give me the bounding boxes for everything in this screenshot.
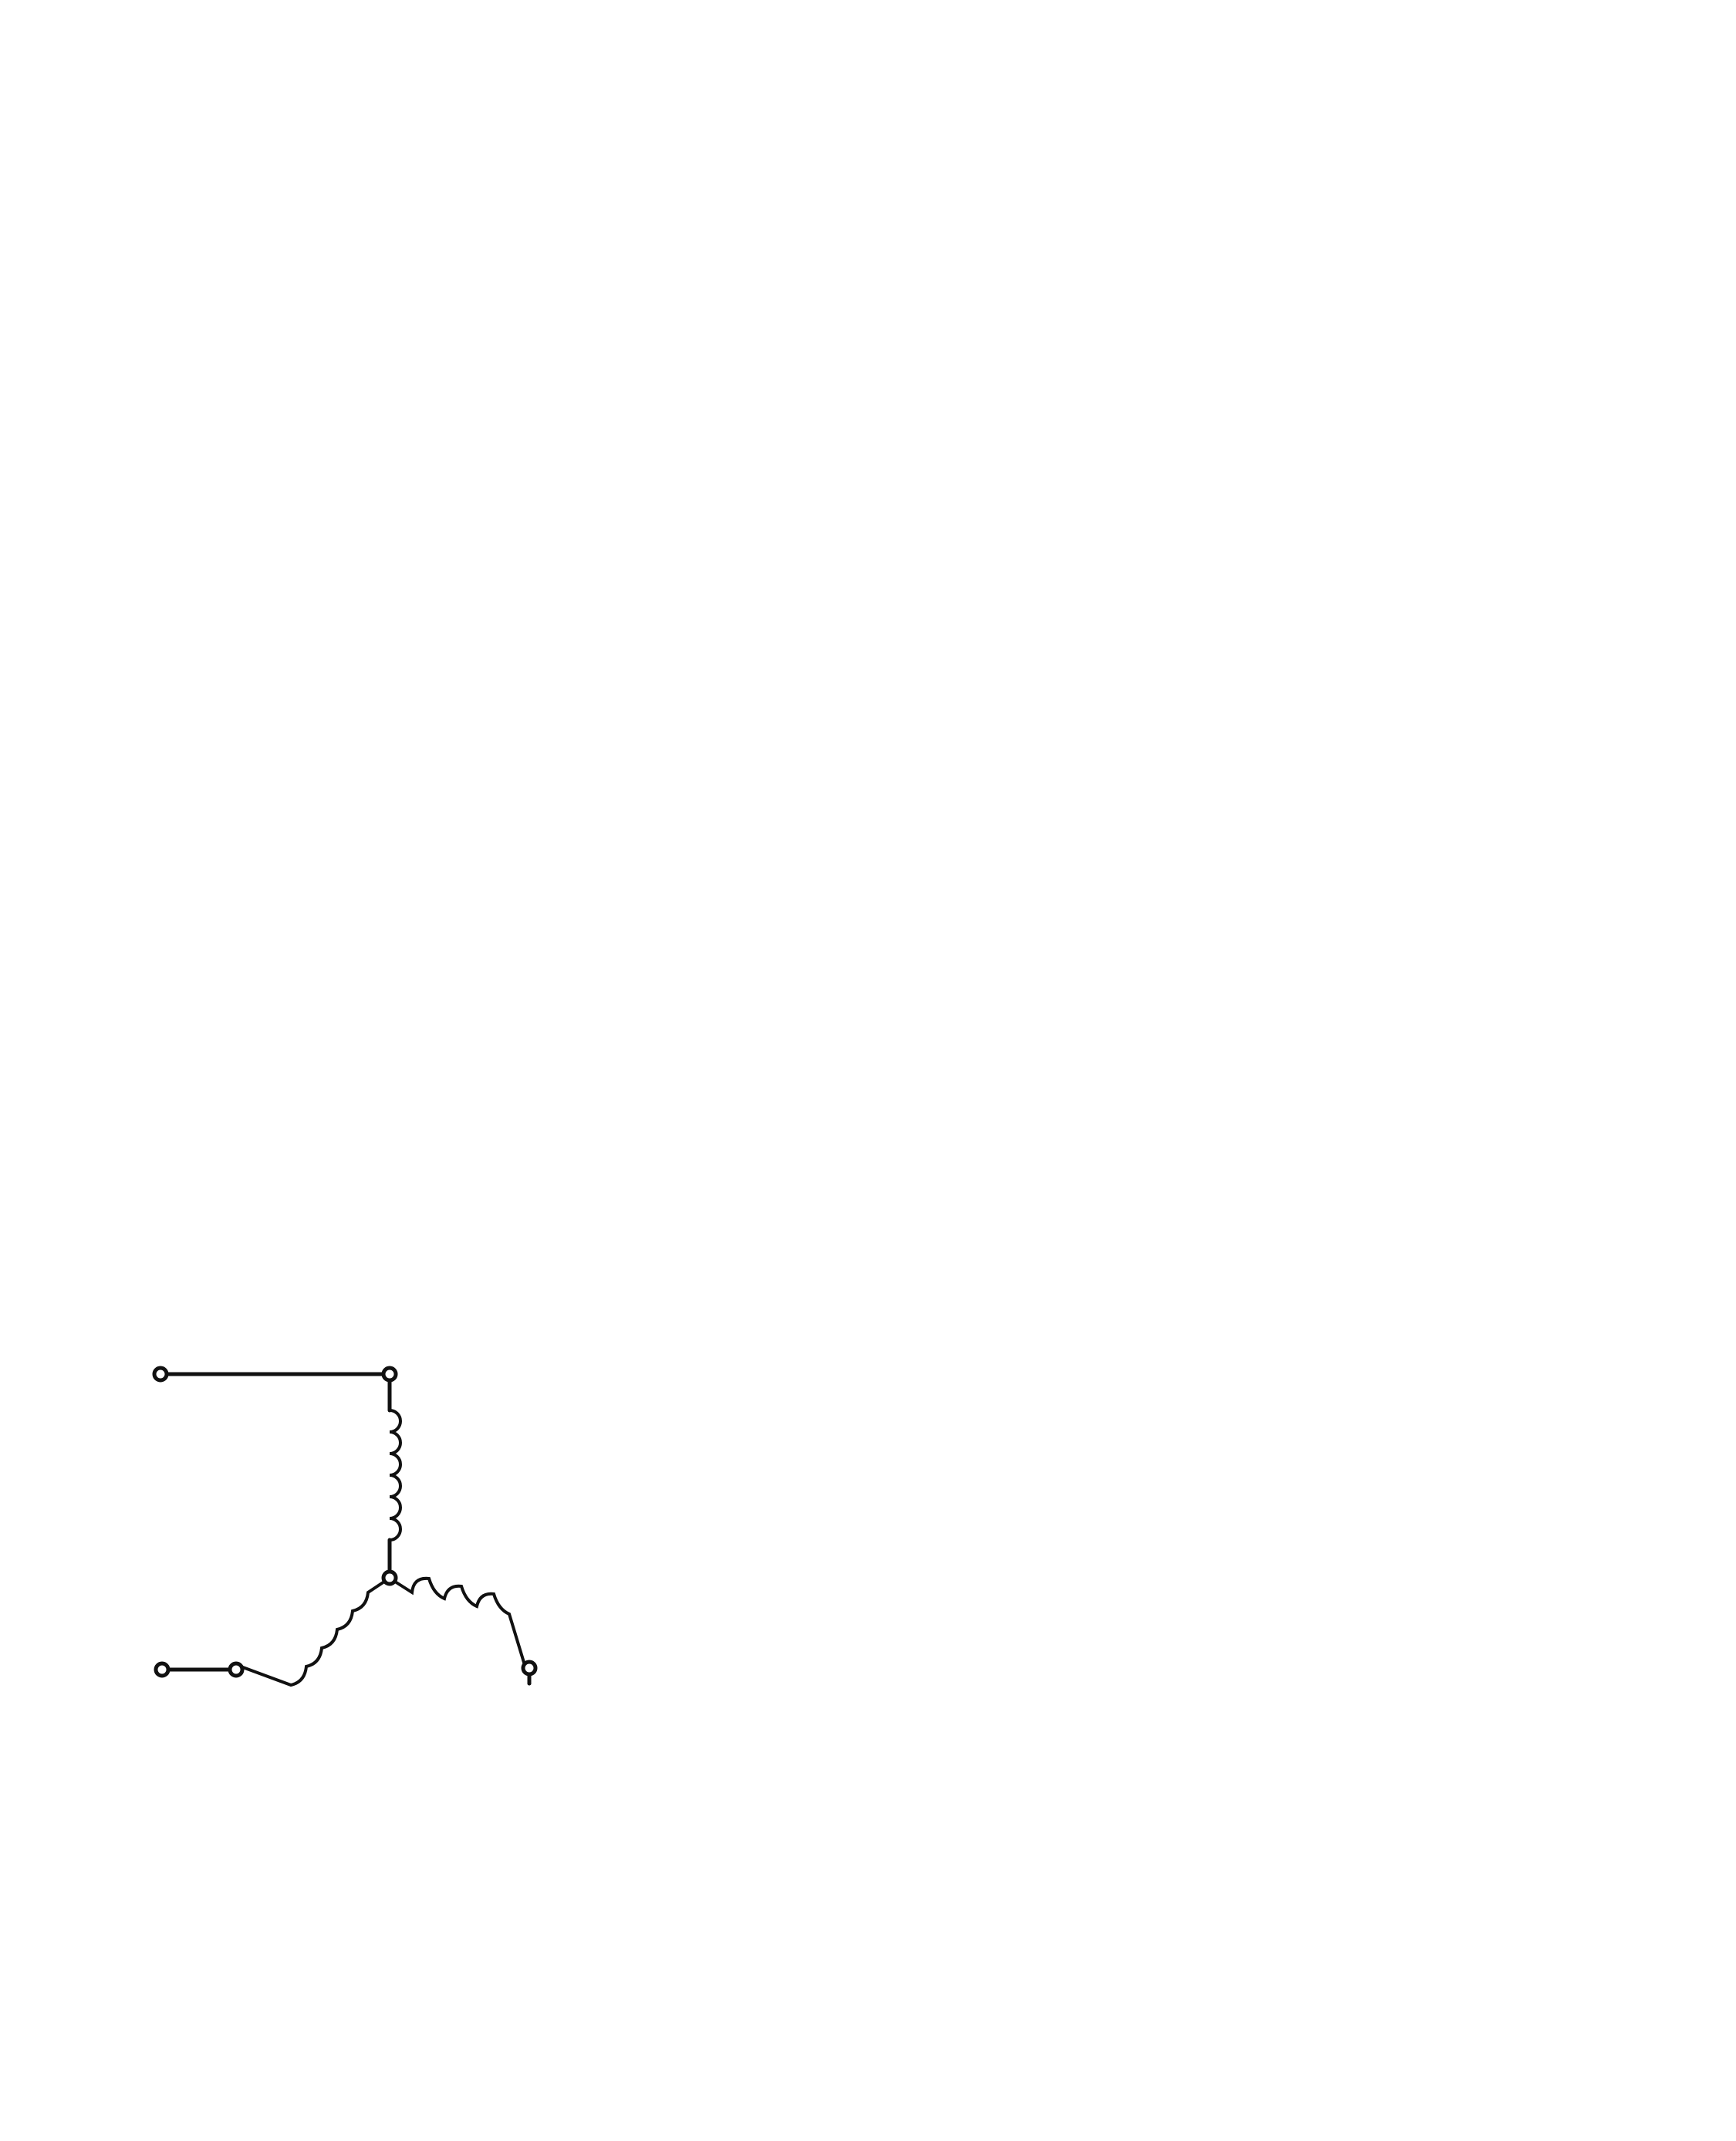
connection-definitions <box>177 179 1543 216</box>
node-terminal-n <box>383 1572 396 1584</box>
winding-bn <box>395 1579 525 1665</box>
node-terminal-a <box>383 1368 396 1380</box>
winding-cn <box>241 1582 384 1685</box>
node-terminal-b <box>523 1662 535 1674</box>
wye-circuit <box>154 1368 535 1685</box>
running-header <box>152 108 201 137</box>
winding-an <box>390 1410 400 1540</box>
terminal <box>154 1368 167 1380</box>
node-terminal-c <box>230 1663 242 1676</box>
terminal <box>156 1663 168 1676</box>
